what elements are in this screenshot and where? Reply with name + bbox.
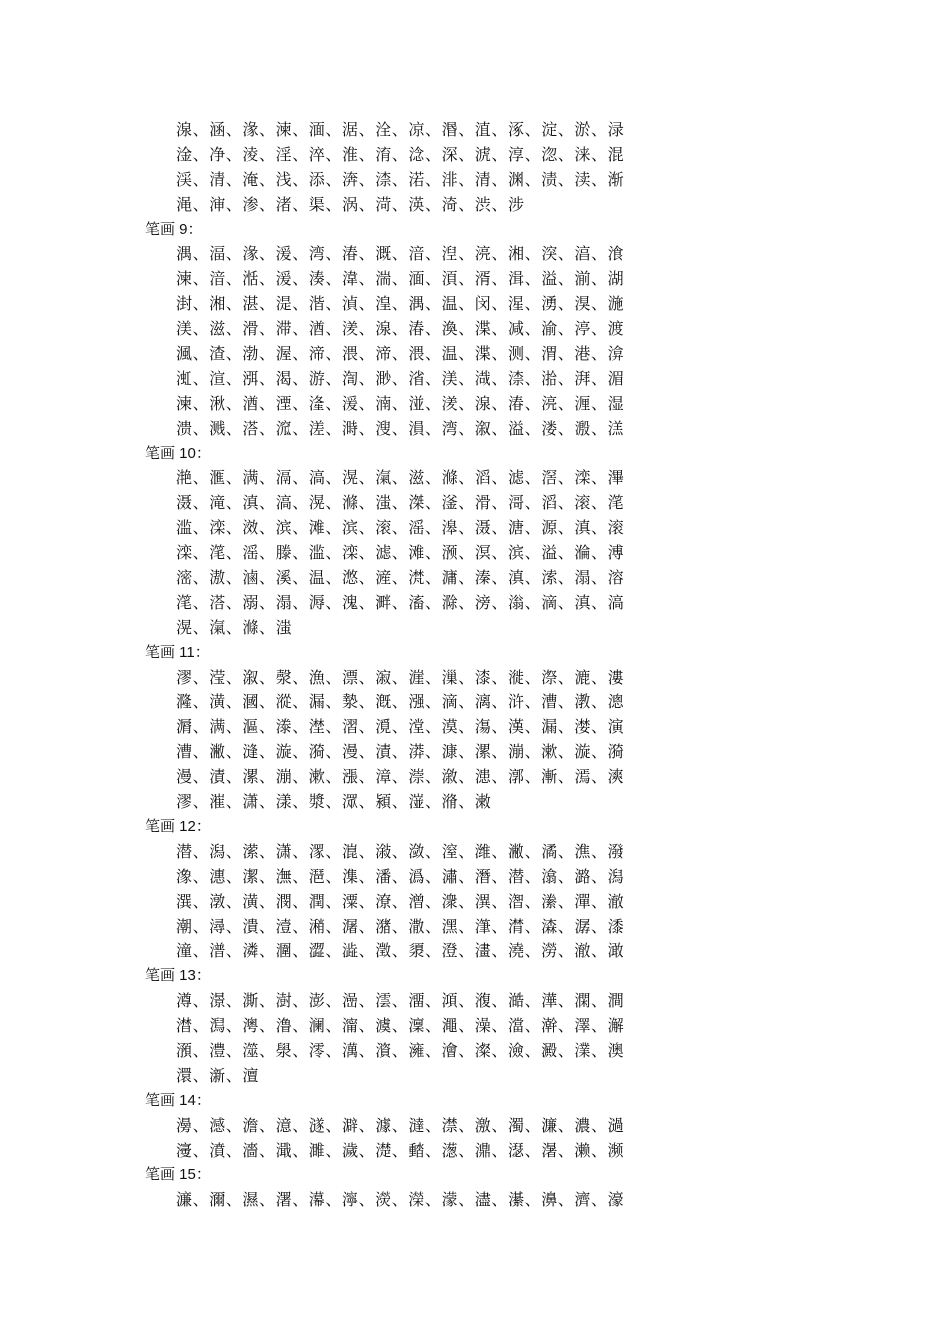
character-row: 湅、湆、湉、湲、湊、湋、湍、湎、湏、湑、湒、溢、湔、湖 [176,269,625,289]
character-row: 渓、清、淹、浅、添、渀、渿、渃、渄、清、渊、渍、渎、渐 [176,169,625,189]
character-row: 湅、湫、湭、湮、湰、湲、湳、湴、湵、湶、湷、湸、湹、湿 [176,393,625,413]
character-row: 渼、滋、滑、滞、湭、湵、湶、湷、渙、渫、减、渝、渟、渡 [176,319,625,339]
character-row: 潮、潯、潰、潱、潲、潳、潴、潵、潶、潷、潸、潹、潺、潻 [176,916,625,936]
character-row: 湶、涵、湪、湅、湎、涺、洤、凉、湣、淔、涿、淀、淤、渌 [176,120,625,139]
stroke-section-9 [0,218,950,442]
section-heading: 笔画 11： [145,643,210,661]
character-row: 漘、满、漚、漛、漜、漝、漞、漟、漠、漡、漢、漏、漤、演 [176,717,625,737]
character-row: 澴、澵、澶 [176,1065,260,1085]
character-row: 濅、濆、濇、濈、濉、濊、濋、濌、濍、濎、濏、濐、濑、濒 [176,1140,625,1160]
stroke-section-15 [0,1163,950,1213]
character-row: 潼、潽、潾、潿、澀、澁、澂、澃、澄、澅、澆、澇、澈、澉 [176,941,625,961]
character-row: 湡、湢、湪、湲、湾、湷、溉、湆、湼、湸、湘、湥、湻、湌 [176,244,625,264]
character-row: 潜、潟、潆、潇、潈、潉、潊、潋、潌、潍、潎、潏、潐、潑 [176,841,625,861]
section-heading: 笔画 14： [145,1091,211,1109]
character-row: 滥、滦、滧、滨、滩、滨、滚、滛、滜、滠、溏、源、滇、滚 [176,518,625,538]
character-row: 澷、澸、澹、澺、澻、澼、澽、澾、澿、激、濁、濂、濃、濄 [176,1115,625,1135]
section-heading: 笔画 15： [145,1166,211,1184]
character-row: 渱、渲、渳、渴、游、渹、渺、渻、渼、渽、渿、湁、湃、湄 [176,368,625,388]
character-row: 潠、潡、潢、潣、潤、潥、潦、潧、潨、潩、潪、潫、潬、澈 [176,891,625,911]
character-row: 濓、濔、濕、濖、濗、濘、濙、濚、濛、濜、濝、濞、濟、濠 [176,1190,625,1210]
character-row: 滗、溚、溺、溻、溽、溾、溿、滀、滁、滂、滃、滴、滇、滈 [176,592,625,612]
section-heading: 笔画 13： [145,967,211,985]
character-row: 漋、潢、漍、漎、漏、漐、漑、漒、滴、漓、浒、漕、漖、漗 [176,692,625,712]
character-row: 漕、潎、漨、漩、漪、漫、漬、漭、漮、漯、漰、漱、漩、漪 [176,742,625,762]
character-row: 滦、滗、滛、滕、滥、滦、滤、滩、滪、溟、滨、溢、溣、溥 [176,543,625,563]
document-page [0,118,950,1213]
character-row: 湗、湘、湛、湜、湝、湞、湟、湡、温、闵、湦、湧、湨、湤 [176,294,625,314]
stroke-section-12 [0,815,950,964]
character-row: 漫、漬、漯、漰、漱、漲、漳、漴、漵、漶、漷、漸、漹、漺 [176,767,625,787]
character-row: 澊、澋、澌、澍、澎、澏、澐、澑、澒、澓、澔、澕、澖、澗 [176,991,625,1011]
character-row: 滉、滊、滌、滍 [176,617,293,637]
section-heading: 笔画 12： [145,817,211,835]
character-row: 漻、漼、潇、漾、漿、潀、潁、潂、潃、潄 [176,792,492,812]
character-row: 澘、澙、澚、澛、澜、澝、澞、澟、澠、澡、澢、澣、澤、澥 [176,1016,625,1036]
character-row: 渑、渖、渗、渚、渠、涡、渮、渶、渏、渋、涉 [176,194,525,214]
character-row: 漻、滢、溆、漀、漁、漂、漃、漄、漅、漆、漇、漈、漉、漊 [176,667,625,687]
character-row: 溃、溅、溚、溛、溠、溡、溲、溳、湾、溆、溢、溇、溵、溔 [176,418,625,438]
section-heading: 笔画 9： [145,220,203,238]
character-row: 滠、滝、滇、滈、滉、滌、滍、滐、滏、滑、滒、滔、滚、滗 [176,493,625,513]
stroke-section-10 [0,442,950,641]
character-row: 渢、渣、渤、渥、渧、渨、渧、渨、温、渫、测、渭、港、渰 [176,344,625,364]
section-heading: 笔画 10： [145,444,211,462]
stroke-section-14 [0,1089,950,1164]
stroke-section-13 [0,964,950,1088]
character-row: 滵、滶、滷、溪、温、滺、滻、滼、滽、溱、滇、溹、溻、溶 [176,568,625,588]
character-row: 淦、净、淩、淫、淬、淮、淯、淰、深、淲、淳、淴、涞、混 [176,144,625,164]
character-row: 潒、潓、潔、潕、潖、潗、潘、潙、潚、潛、潜、潝、潞、潟 [176,866,625,886]
stroke-section-8 [0,118,950,218]
character-row: 滟、滙、满、滆、滈、滉、滊、滋、滌、滔、滤、滘、滦、滭 [176,468,625,488]
character-row: 澦、澧、澨、澩、澪、澫、澬、澭、澮、澯、澰、澱、澲、澳 [176,1040,625,1060]
stroke-section-11 [0,641,950,815]
